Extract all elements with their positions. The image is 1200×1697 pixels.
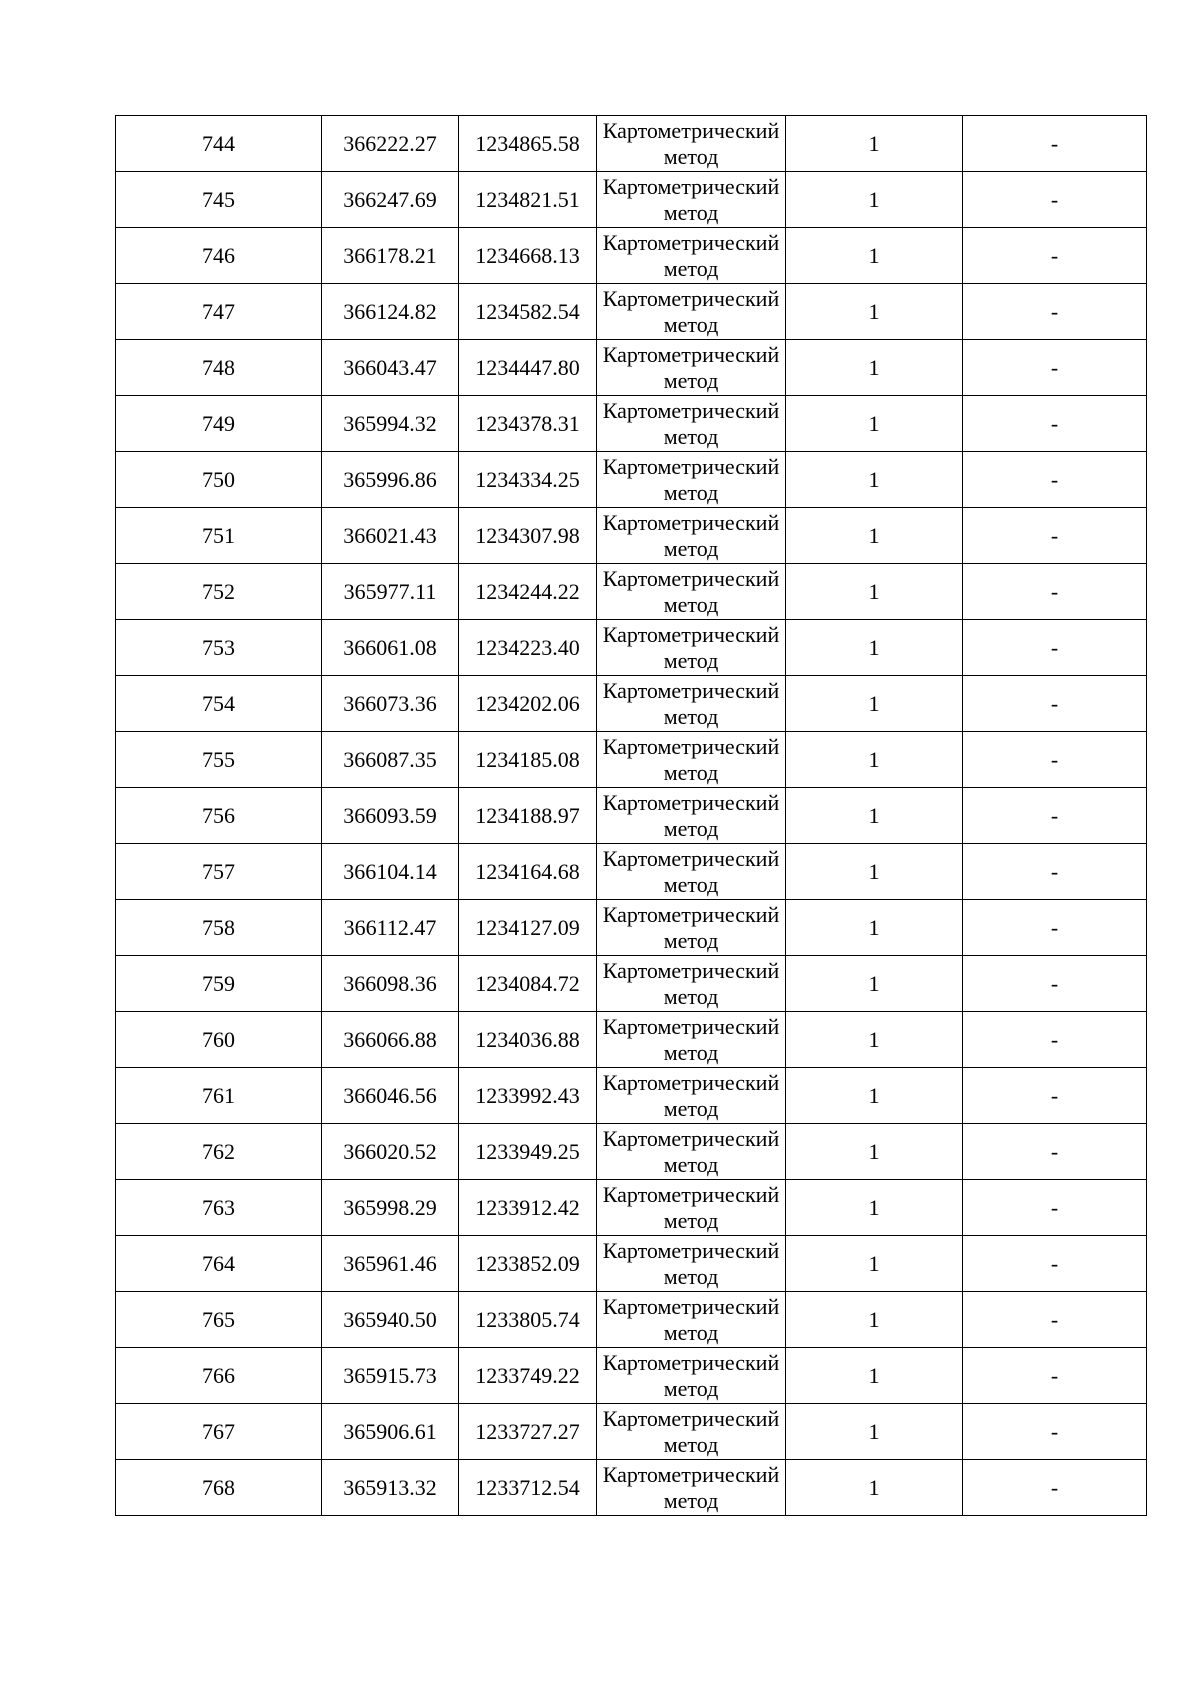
y-coordinate-cell: 1234668.13 [459,228,597,284]
table-row [116,1068,1147,1124]
y-coordinate-cell: 1234185.08 [459,732,597,788]
table-row [116,116,1147,172]
accuracy-cell: 1 [786,1348,963,1404]
note-cell: - [963,340,1147,396]
note-cell: - [963,228,1147,284]
note-cell: - [963,956,1147,1012]
table-row [116,676,1147,732]
point-number-cell: 748 [116,340,322,396]
y-coordinate-cell: 1233749.22 [459,1348,597,1404]
y-coordinate-cell: 1234821.51 [459,172,597,228]
x-coordinate-cell: 366247.69 [322,172,459,228]
method-cell: Картометрический метод [597,1404,786,1460]
table-row [116,900,1147,956]
accuracy-cell: 1 [786,844,963,900]
y-coordinate-cell: 1233805.74 [459,1292,597,1348]
y-coordinate-cell: 1234244.22 [459,564,597,620]
y-coordinate-cell: 1234164.68 [459,844,597,900]
point-number-cell: 749 [116,396,322,452]
x-coordinate-cell: 365940.50 [322,1292,459,1348]
point-number-cell: 746 [116,228,322,284]
note-cell: - [963,172,1147,228]
note-cell: - [963,844,1147,900]
table-row [116,564,1147,620]
table-row [116,1348,1147,1404]
point-number-cell: 762 [116,1124,322,1180]
note-cell: - [963,1068,1147,1124]
point-number-cell: 747 [116,284,322,340]
x-coordinate-cell: 365998.29 [322,1180,459,1236]
point-number-cell: 755 [116,732,322,788]
y-coordinate-cell: 1234334.25 [459,452,597,508]
point-number-cell: 760 [116,1012,322,1068]
accuracy-cell: 1 [786,788,963,844]
table-row [116,1012,1147,1068]
x-coordinate-cell: 365915.73 [322,1348,459,1404]
method-cell: Картометрический метод [597,844,786,900]
note-cell: - [963,900,1147,956]
note-cell: - [963,620,1147,676]
y-coordinate-cell: 1234202.06 [459,676,597,732]
point-number-cell: 751 [116,508,322,564]
table-row [116,1236,1147,1292]
note-cell: - [963,788,1147,844]
method-cell: Картометрический метод [597,1236,786,1292]
point-number-cell: 761 [116,1068,322,1124]
coordinates-table [115,115,1147,1516]
note-cell: - [963,116,1147,172]
method-cell: Картометрический метод [597,1124,786,1180]
table-row [116,956,1147,1012]
method-cell: Картометрический метод [597,1068,786,1124]
y-coordinate-cell: 1233727.27 [459,1404,597,1460]
table-row [116,1180,1147,1236]
point-number-cell: 754 [116,676,322,732]
note-cell: - [963,508,1147,564]
x-coordinate-cell: 366178.21 [322,228,459,284]
note-cell: - [963,1236,1147,1292]
table-row [116,732,1147,788]
y-coordinate-cell: 1233852.09 [459,1236,597,1292]
y-coordinate-cell: 1233912.42 [459,1180,597,1236]
y-coordinate-cell: 1234036.88 [459,1012,597,1068]
y-coordinate-cell: 1234865.58 [459,116,597,172]
method-cell: Картометрический метод [597,900,786,956]
accuracy-cell: 1 [786,116,963,172]
x-coordinate-cell: 366046.56 [322,1068,459,1124]
note-cell: - [963,1348,1147,1404]
table-row [116,284,1147,340]
point-number-cell: 757 [116,844,322,900]
note-cell: - [963,284,1147,340]
table-row [116,340,1147,396]
y-coordinate-cell: 1234188.97 [459,788,597,844]
method-cell: Картометрический метод [597,732,786,788]
x-coordinate-cell: 365913.32 [322,1460,459,1516]
accuracy-cell: 1 [786,676,963,732]
accuracy-cell: 1 [786,1180,963,1236]
note-cell: - [963,1124,1147,1180]
note-cell: - [963,1292,1147,1348]
accuracy-cell: 1 [786,1068,963,1124]
point-number-cell: 766 [116,1348,322,1404]
accuracy-cell: 1 [786,228,963,284]
note-cell: - [963,1460,1147,1516]
point-number-cell: 756 [116,788,322,844]
x-coordinate-cell: 366098.36 [322,956,459,1012]
x-coordinate-cell: 366061.08 [322,620,459,676]
table-row [116,1124,1147,1180]
method-cell: Картометрический метод [597,1012,786,1068]
y-coordinate-cell: 1234378.31 [459,396,597,452]
x-coordinate-cell: 366104.14 [322,844,459,900]
x-coordinate-cell: 366066.88 [322,1012,459,1068]
y-coordinate-cell: 1234307.98 [459,508,597,564]
accuracy-cell: 1 [786,396,963,452]
method-cell: Картометрический метод [597,788,786,844]
method-cell: Картометрический метод [597,452,786,508]
x-coordinate-cell: 366073.36 [322,676,459,732]
table-row [116,508,1147,564]
point-number-cell: 764 [116,1236,322,1292]
accuracy-cell: 1 [786,732,963,788]
accuracy-cell: 1 [786,1236,963,1292]
y-coordinate-cell: 1233712.54 [459,1460,597,1516]
accuracy-cell: 1 [786,1404,963,1460]
accuracy-cell: 1 [786,1292,963,1348]
x-coordinate-cell: 366043.47 [322,340,459,396]
table-row [116,1292,1147,1348]
accuracy-cell: 1 [786,340,963,396]
note-cell: - [963,1180,1147,1236]
y-coordinate-cell: 1234223.40 [459,620,597,676]
note-cell: - [963,396,1147,452]
table-row [116,172,1147,228]
x-coordinate-cell: 365996.86 [322,452,459,508]
x-coordinate-cell: 366020.52 [322,1124,459,1180]
x-coordinate-cell: 366222.27 [322,116,459,172]
x-coordinate-cell: 366093.59 [322,788,459,844]
accuracy-cell: 1 [786,1124,963,1180]
y-coordinate-cell: 1234127.09 [459,900,597,956]
accuracy-cell: 1 [786,508,963,564]
table-row [116,620,1147,676]
method-cell: Картометрический метод [597,956,786,1012]
x-coordinate-cell: 366124.82 [322,284,459,340]
point-number-cell: 745 [116,172,322,228]
y-coordinate-cell: 1234447.80 [459,340,597,396]
x-coordinate-cell: 366112.47 [322,900,459,956]
note-cell: - [963,564,1147,620]
accuracy-cell: 1 [786,1012,963,1068]
method-cell: Картометрический метод [597,1292,786,1348]
table-row [116,788,1147,844]
point-number-cell: 767 [116,1404,322,1460]
table-row [116,228,1147,284]
point-number-cell: 765 [116,1292,322,1348]
accuracy-cell: 1 [786,620,963,676]
y-coordinate-cell: 1234582.54 [459,284,597,340]
method-cell: Картометрический метод [597,564,786,620]
point-number-cell: 759 [116,956,322,1012]
note-cell: - [963,732,1147,788]
method-cell: Картометрический метод [597,228,786,284]
method-cell: Картометрический метод [597,340,786,396]
table-row [116,1460,1147,1516]
y-coordinate-cell: 1234084.72 [459,956,597,1012]
x-coordinate-cell: 365961.46 [322,1236,459,1292]
table-row [116,844,1147,900]
note-cell: - [963,1404,1147,1460]
method-cell: Картометрический метод [597,508,786,564]
table-row [116,396,1147,452]
accuracy-cell: 1 [786,284,963,340]
accuracy-cell: 1 [786,172,963,228]
method-cell: Картометрический метод [597,1460,786,1516]
accuracy-cell: 1 [786,900,963,956]
accuracy-cell: 1 [786,564,963,620]
y-coordinate-cell: 1233949.25 [459,1124,597,1180]
y-coordinate-cell: 1233992.43 [459,1068,597,1124]
method-cell: Картометрический метод [597,284,786,340]
coordinates-table-body [116,116,1147,1516]
point-number-cell: 768 [116,1460,322,1516]
table-row [116,452,1147,508]
method-cell: Картометрический метод [597,116,786,172]
note-cell: - [963,452,1147,508]
point-number-cell: 753 [116,620,322,676]
accuracy-cell: 1 [786,956,963,1012]
method-cell: Картометрический метод [597,1348,786,1404]
point-number-cell: 758 [116,900,322,956]
x-coordinate-cell: 365994.32 [322,396,459,452]
x-coordinate-cell: 366087.35 [322,732,459,788]
method-cell: Картометрический метод [597,676,786,732]
point-number-cell: 763 [116,1180,322,1236]
x-coordinate-cell: 365906.61 [322,1404,459,1460]
method-cell: Картометрический метод [597,1180,786,1236]
point-number-cell: 750 [116,452,322,508]
point-number-cell: 744 [116,116,322,172]
x-coordinate-cell: 366021.43 [322,508,459,564]
table-row [116,1404,1147,1460]
note-cell: - [963,1012,1147,1068]
point-number-cell: 752 [116,564,322,620]
x-coordinate-cell: 365977.11 [322,564,459,620]
method-cell: Картометрический метод [597,172,786,228]
method-cell: Картометрический метод [597,620,786,676]
note-cell: - [963,676,1147,732]
method-cell: Картометрический метод [597,396,786,452]
accuracy-cell: 1 [786,452,963,508]
accuracy-cell: 1 [786,1460,963,1516]
